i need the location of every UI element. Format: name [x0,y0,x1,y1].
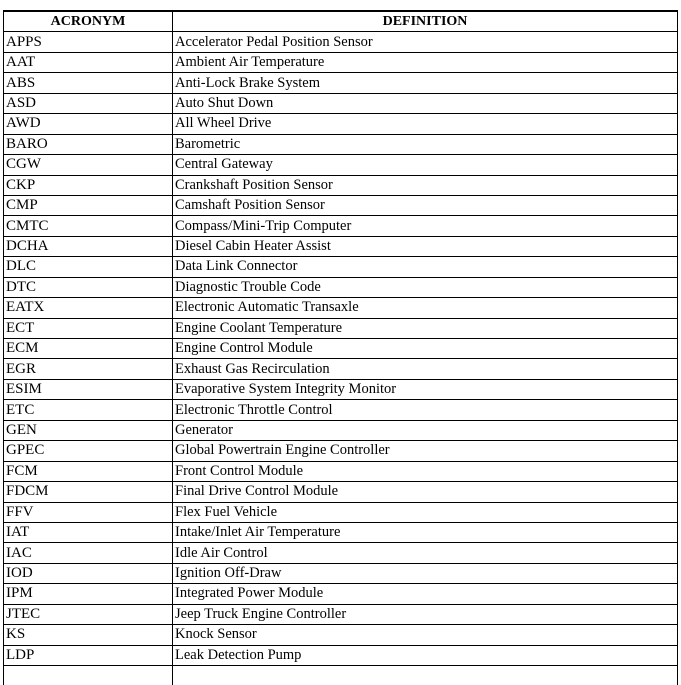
acronym-cell: ECT [4,318,173,338]
definition-cell: Exhaust Gas Recirculation [173,359,678,379]
acronym-cell: ECM [4,339,173,359]
table-row [4,482,678,502]
definition-cell: Accelerator Pedal Position Sensor [173,32,678,52]
table-row [4,645,678,665]
acronym-cell: IAC [4,543,173,563]
table-row [4,420,678,440]
definition-cell: Leak Detection Pump [173,645,678,665]
acronym-cell: IOD [4,563,173,583]
acronym-cell: FDCM [4,482,173,502]
definition-cell: Final Drive Control Module [173,482,678,502]
table-row [4,318,678,338]
definition-cell: Knock Sensor [173,625,678,645]
definition-cell: Global Powertrain Engine Controller [173,441,678,461]
table-header [4,11,678,32]
definition-cell: All Wheel Drive [173,114,678,134]
table-row [4,563,678,583]
table-body [4,32,678,685]
definition-cell: Crankshaft Position Sensor [173,175,678,195]
table-row [4,216,678,236]
acronym-cell: FCM [4,461,173,481]
acronym-cell: BARO [4,134,173,154]
acronym-cell: DTC [4,277,173,297]
table-row [4,339,678,359]
definition-cell: Diesel Cabin Heater Assist [173,236,678,256]
definition-cell: Flex Fuel Vehicle [173,502,678,522]
acronym-cell: CGW [4,155,173,175]
table-row [4,277,678,297]
definition-cell: Generator [173,420,678,440]
acronym-cell: AAT [4,52,173,72]
table-row [4,175,678,195]
acronym-cell: JTEC [4,604,173,624]
definition-cell: Anti-Lock Brake System [173,73,678,93]
acronym-cell: ABS [4,73,173,93]
table-row [4,441,678,461]
table-row [4,502,678,522]
acronym-cell: ETC [4,400,173,420]
table-row [4,52,678,72]
acronym-cell: APPS [4,32,173,52]
acronym-column-header: ACRONYM [4,11,173,32]
acronym-cell: LDP [4,645,173,665]
definition-cell: Electronic Throttle Control [173,400,678,420]
acronym-cell: GPEC [4,441,173,461]
acronym-cell: CKP [4,175,173,195]
acronym-cell: DLC [4,257,173,277]
acronym-cell: IAT [4,522,173,542]
table-row [4,522,678,542]
acronym-cell: ASD [4,93,173,113]
definition-cell: Electronic Automatic Transaxle [173,298,678,318]
definition-cell: Ignition Off-Draw [173,563,678,583]
table-row [4,155,678,175]
acronym-cell [4,666,173,685]
definition-cell: Diagnostic Trouble Code [173,277,678,297]
table-row [4,32,678,52]
definition-cell: Auto Shut Down [173,93,678,113]
acronym-cell: CMP [4,195,173,215]
table-row [4,400,678,420]
definition-cell: Jeep Truck Engine Controller [173,604,678,624]
acronym-cell: EGR [4,359,173,379]
definition-cell: Camshaft Position Sensor [173,195,678,215]
definition-cell: Idle Air Control [173,543,678,563]
table-row [4,134,678,154]
definition-cell: Engine Coolant Temperature [173,318,678,338]
acronym-cell: FFV [4,502,173,522]
acronym-cell: KS [4,625,173,645]
definition-cell: Ambient Air Temperature [173,52,678,72]
definition-cell: Barometric [173,134,678,154]
table-row [4,298,678,318]
acronym-cell: ESIM [4,379,173,399]
table-row [4,195,678,215]
definition-cell: Intake/Inlet Air Temperature [173,522,678,542]
definition-column-header: DEFINITION [173,11,678,32]
table-row [4,543,678,563]
definition-cell: Evaporative System Integrity Monitor [173,379,678,399]
table-row [4,604,678,624]
acronym-cell: IPM [4,584,173,604]
acronym-cell: DCHA [4,236,173,256]
definition-cell: Integrated Power Module [173,584,678,604]
table-row [4,461,678,481]
table-row [4,73,678,93]
table-row [4,666,678,685]
definition-cell: Compass/Mini-Trip Computer [173,216,678,236]
acronym-table [3,10,678,685]
table-row [4,359,678,379]
definition-cell: Engine Control Module [173,339,678,359]
table-row [4,584,678,604]
table-row [4,114,678,134]
table-row [4,236,678,256]
definition-cell: Front Control Module [173,461,678,481]
acronym-cell: CMTC [4,216,173,236]
table-row [4,93,678,113]
table-row [4,257,678,277]
definition-cell: Central Gateway [173,155,678,175]
table-row [4,625,678,645]
acronym-cell: AWD [4,114,173,134]
definition-cell: Data Link Connector [173,257,678,277]
acronym-cell: EATX [4,298,173,318]
table-row [4,379,678,399]
acronym-cell: GEN [4,420,173,440]
definition-cell [173,666,678,685]
header-row [4,11,678,32]
